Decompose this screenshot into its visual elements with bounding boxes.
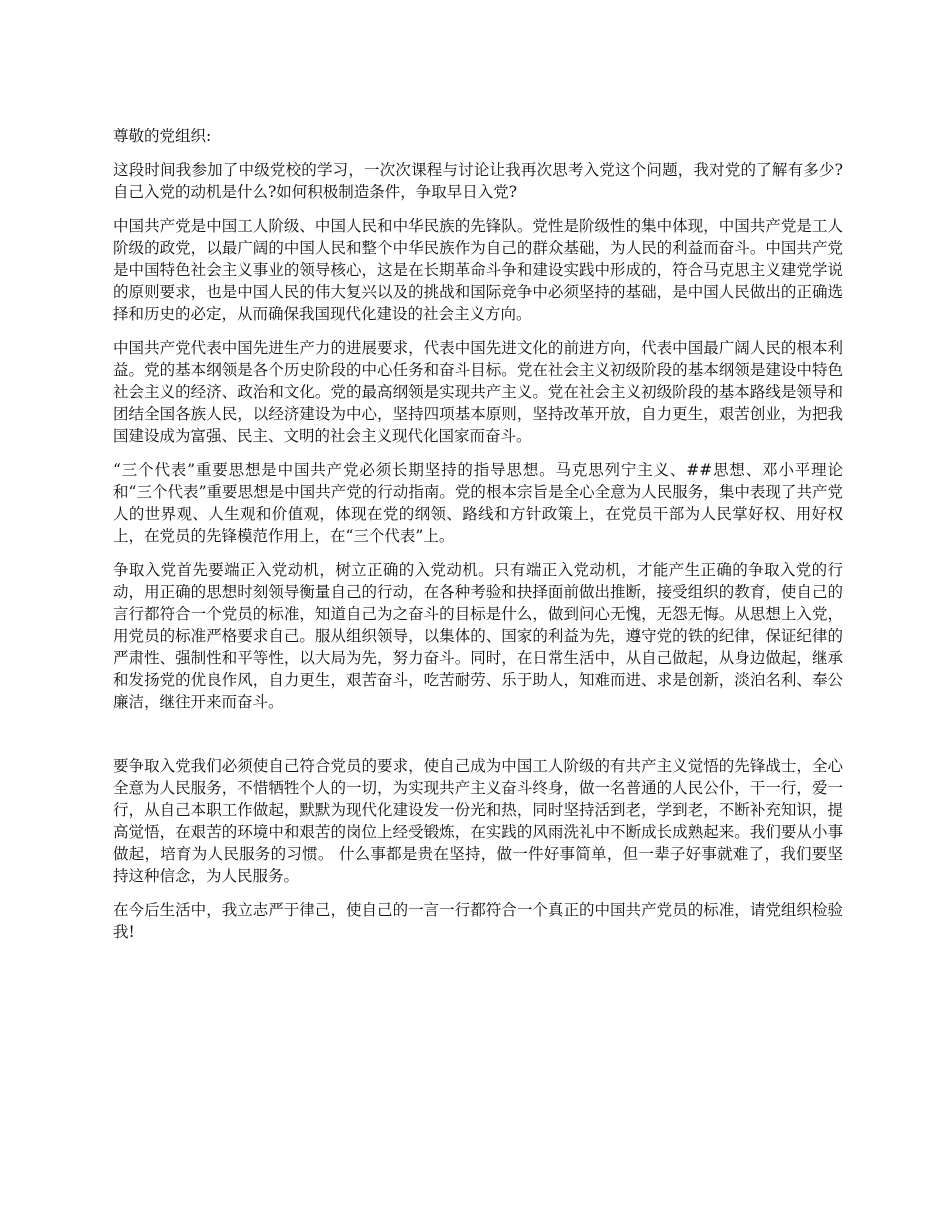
salutation: 尊敬的党组织: xyxy=(113,127,212,145)
letter-document xyxy=(113,125,843,955)
paragraph-requirements: 要争取入党我们必须使自己符合党员的要求，使自己成为中国工人阶级的有共产主义觉悟的先锋战士，全心全意为人民服务，不惜牺牲个人的一切，为实现共产主义奋斗终身，做一名普通的人民公仆，干一行，爱一行，从自己本职工作做起，默默为现代化建设发一份光和热，同时坚持活到老，学到老，不断补充知识，提高觉悟，在艰苦的环境中和艰苦的岗位上经受锻炼，在实践的风雨洗礼中不断成长成熟起来。我们要从小事做起，培育为人民服务的习惯。 什么事都是贵在坚持，做一件好事简单，但一辈子好事就难了，我们要坚持这种信念，为人民服务。 xyxy=(113,757,843,885)
paragraph-closing: 在今后生活中，我立志严于律己，使自己的一言一行都符合一个真正的中国共产党员的标准，请党组织检验我! xyxy=(113,901,843,941)
paragraph-party-nature: 中国共产党是中国工人阶级、中国人民和中华民族的先锋队。党性是阶级性的集中体现，中国共产党是工人阶级的政党，以最广阔的中国人民和整个中华民族作为自己的群众基础，为人民的利益而奋斗。中国共产党是中国特色社会主义事业的领导核心，这是在长期革命斗争和建设实践中形成的，符合马克思主义建党学说的原则要求，也是中国人民的伟大复兴以及的挑战和国际竞争中必须坚持的基础，是中国人民做出的正确选择和历史的必定，从而确保我国现代化建设的社会主义方向。 xyxy=(113,217,843,323)
paragraph-party-program: 中国共产党代表中国先进生产力的进展要求，代表中国先进文化的前进方向，代表中国最广阔人民的根本利益。党的基本纲领是各个历史阶段的中心任务和奋斗目标。党在社会主义初级阶段的基本纲领是建设中特色社会主义的经济、政治和文化。党的最高纲领是实现共产主义。党在社会主义初级阶段的基本路线是领导和团结全国各族人民，以经济建设为中心，坚持四项基本原则，坚持改革开放，自力更生，艰苦创业，为把我国建设成为富强、民主、文明的社会主义现代化国家而奋斗。 xyxy=(113,339,843,445)
paragraph-intro: 这段时间我参加了中级党校的学习，一次次课程与讨论让我再次思考入党这个问题，我对党的了解有多少?自己入党的动机是什么?如何积极制造条件，争取早日入党? xyxy=(113,161,843,201)
paragraph-motivation: 争取入党首先要端正入党动机，树立正确的入党动机。只有端正入党动机，才能产生正确的争取入党的行动，用正确的思想时刻领导衡量自己的行动，在各种考验和抉择面前做出推断，接受组织的教育，使自己的言行都符合一个党员的标准，知道自己为之奋斗的目标是什么，做到问心无愧，无怨无悔。从思想上入党，用党员的标准严格要求自己。服从组织领导，以集体的、国家的利益为先，遵守党的铁的纪律，保证纪律的严肃性、强制性和平等性，以大局为先，努力奋斗。同时，在日常生活中，从自己做起，从身边做起，继承和发扬党的优良作风，自力更生，艰苦奋斗，吃苦耐劳、乐于助人，知难而进、求是创新，淡泊名利、奉公廉洁，继往开来而奋斗。 xyxy=(113,561,843,711)
paragraph-three-represents: “三个代表”重要思想是中国共产党必须长期坚持的指导思想。马克思列宁主义、##思想、邓小平理论和“三个代表”重要思想是中国共产党的行动指南。党的根本宗旨是全心全意为人民服务，集中表现了共产党人的世界观、人生观和价值观，体现在党的纲领、路线和方针政策上，在党员干部为人民掌好权、用好权上，在党员的先锋模范作用上，在“三个代表”上。 xyxy=(113,461,843,545)
